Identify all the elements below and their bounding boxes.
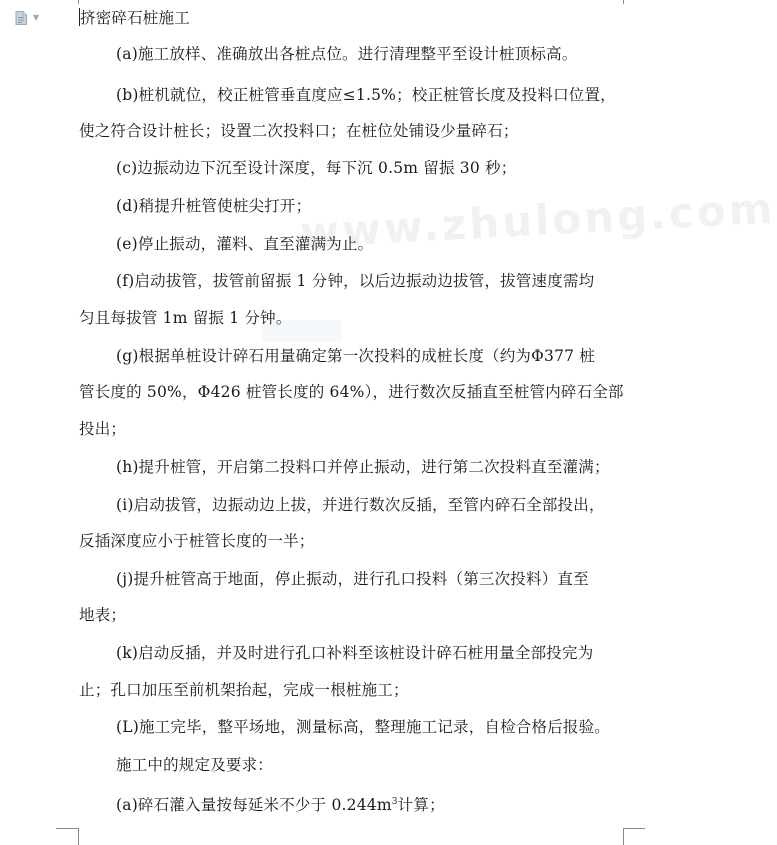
paragraph-line: (d)稍提升桩管使桩尖打开；	[116, 197, 312, 215]
paragraph-line: 地表；	[79, 606, 127, 624]
paragraph-line: (L)施工完毕，整平场地，测量标高，整理施工记录，自检合格后报验。	[116, 718, 610, 736]
paragraph-line: 使之符合设计桩长；设置二次投料口；在桩位处铺设少量碎石；	[79, 122, 519, 140]
paragraph-line: 投出；	[79, 420, 127, 438]
paragraph-line: (h)提升桩管，开启第二投料口并停止振动，进行第二次投料直至灌满；	[116, 458, 610, 476]
paragraph-line: (j)提升桩管高于地面，停止振动，进行孔口投料（第三次投料）直至	[116, 570, 589, 588]
line-text: 计算；	[397, 796, 445, 814]
line-text: (a)碎石灌入量按每延米不少于 0.244m	[116, 796, 392, 814]
superscript: 3	[391, 797, 398, 807]
paragraph-line: 反插深度应小于桩管长度的一半；	[79, 532, 315, 550]
crop-mark-bottom-left-v	[78, 828, 79, 845]
document-title[interactable]	[79, 8, 190, 28]
paragraph-line: (c)边振动边下沉至设计深度，每下沉 0.5m 留振 30 秒；	[116, 159, 517, 177]
crop-mark-bottom-left-h	[56, 828, 78, 829]
crop-mark-top-left	[78, 0, 79, 4]
paragraph-line: (e)停止振动，灌料、直至灌满为止。	[116, 235, 374, 253]
paragraph-line: 匀且每拔管 1m 留振 1 分钟。	[79, 309, 292, 327]
paragraph-line: (f)启动拔管，拔管前留振 1 分钟，以后边振动边拔管，拔管速度需均	[116, 272, 595, 290]
title-text: 挤密碎石桩施工	[80, 9, 190, 27]
paragraph-line: 管长度的 50%，Φ426 桩管长度的 64%），进行数次反插直至桩管内碎石全部	[79, 383, 624, 401]
paragraph-line	[116, 792, 445, 815]
paragraph-line: (g)根据单桩设计碎石用量确定第一次投料的成桩长度（约为Φ377 桩	[116, 347, 596, 365]
caret-down-icon[interactable]: ▼	[33, 13, 40, 22]
paragraph-line: 止；孔口加压至前机架抬起，完成一根桩施工；	[79, 681, 409, 699]
paragraph-line: (a)施工放样、准确放出各桩点位。进行清理整平至设计桩顶标高。	[116, 45, 578, 63]
paragraph-line: (b)桩机就位，校正桩管垂直度应≤1.5%；校正桩管长度及投料口位置，	[116, 86, 616, 104]
crop-mark-bottom-right-v	[623, 828, 624, 845]
document-icon[interactable]	[15, 11, 27, 25]
watermark: www.zhulong.com	[299, 183, 777, 258]
crop-mark-top-right	[623, 0, 624, 4]
crop-mark-bottom-right-h	[623, 828, 645, 829]
section-heading: 施工中的规定及要求：	[116, 756, 274, 774]
paragraph-line: (k)启动反插，并及时进行孔口补料至该桩设计碎石桩用量全部投完为	[116, 644, 594, 662]
paragraph-line: (i)启动拔管，边振动边上拔，并进行数次反插，至管内碎石全部投出，	[116, 496, 605, 514]
